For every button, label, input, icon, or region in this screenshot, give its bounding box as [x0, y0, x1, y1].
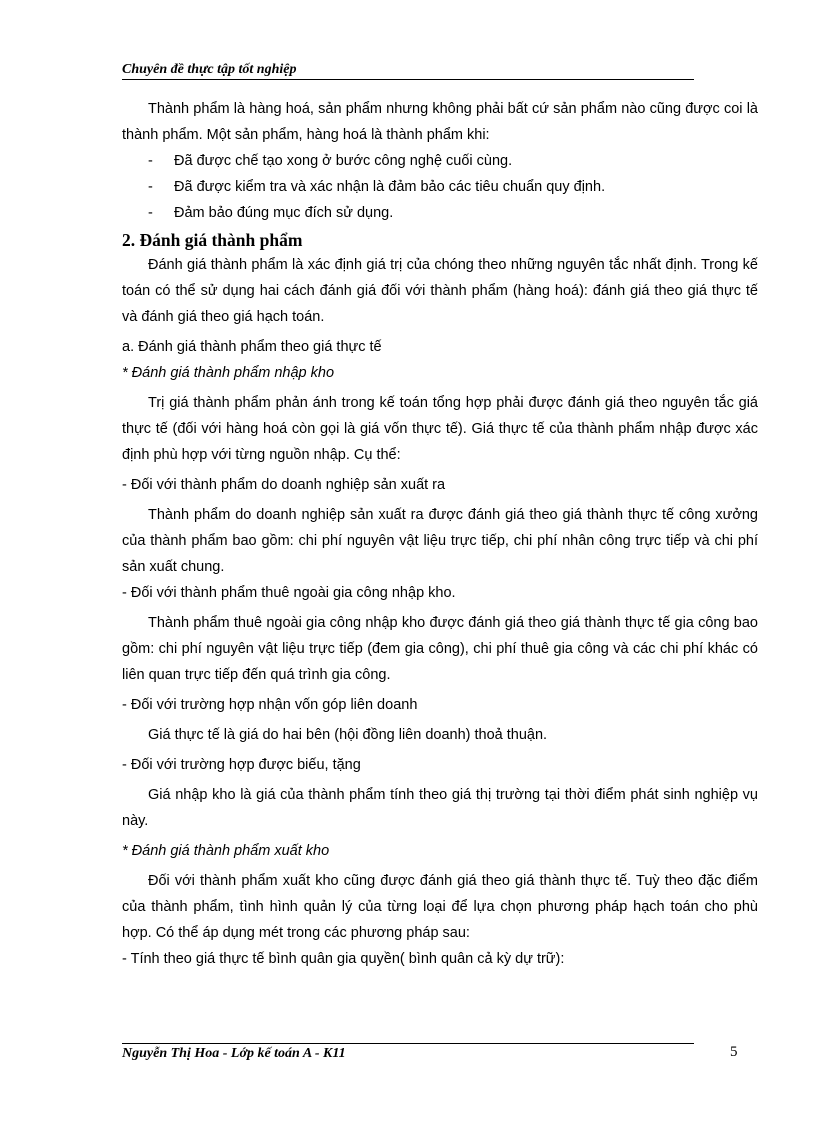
bullet-dash: - — [148, 205, 153, 221]
page-number: 5 — [730, 1044, 738, 1060]
list-item — [122, 174, 758, 200]
footer-divider — [122, 1043, 694, 1044]
bullet-dash: - — [148, 179, 153, 195]
subsection-a-title: a. Đánh giá thành phẩm theo giá thực tế — [122, 339, 382, 355]
header-divider — [122, 79, 694, 80]
case-4-paragraph: Giá nhập kho là giá của thành phẩm tính theo giá thị trường tại thời điểm phát sinh nghiệp vụ này. — [122, 787, 758, 829]
bullet-text: Đã được chế tạo xong ở bước công nghệ cuối cùng. — [174, 153, 513, 169]
intro-paragraph: Thành phẩm là hàng hoá, sản phẩm nhưng không phải bất cứ sản phẩm nào cũng được coi là thành phẩm. Một sản phẩm, hàng hoá là thành phẩm khi: — [122, 101, 758, 143]
case-2-paragraph: Thành phẩm thuê ngoài gia công nhập kho được đánh giá theo giá thành thực tế gia công bao gồm: chi phí nguyên vật liệu trực tiếp (đem gia công), chi phí thuê gia công và các chi phí khác có liên quan trực tiếp đến quá trình gia công. — [122, 615, 758, 683]
xuat-kho-title: * Đánh giá thành phẩm xuất kho — [122, 843, 330, 859]
case-1-title: - Đối với thành phẩm do doanh nghiệp sản xuất ra — [122, 477, 446, 493]
bullet-text: Đã được kiểm tra và xác nhận là đảm bảo các tiêu chuẩn quy định. — [174, 179, 606, 195]
bullet-dash: - — [148, 153, 153, 169]
section-intro-paragraph: Đánh giá thành phẩm là xác định giá trị của chóng theo những nguyên tắc nhất định. Trong kế toán có thể sử dụng hai cách đánh giá đối với thành phẩm (hàng hoá): đánh giá theo giá thực tế và đánh giá theo giá hạch toán. — [122, 257, 758, 325]
xuat-kho-paragraph: Đối với thành phẩm xuất kho cũng được đánh giá theo giá thành thực tế. Tuỳ theo đặc điểm của thành phẩm, tình hình quản lý của từng loại để lựa chọn phương pháp hạch toán cho phù hợp. Có thể áp dụng mét trong các phương pháp sau: — [122, 873, 758, 941]
case-1-paragraph: Thành phẩm do doanh nghiệp sản xuất ra được đánh giá theo giá thành thực tế công xưởng của thành phẩm bao gồm: chi phí nguyên vật liệu trực tiếp, chi phí nhân công trực tiếp và chi phí sản xuất chung. — [122, 507, 758, 575]
method-1-title: - Tính theo giá thực tế bình quân gia quyền( bình quân cả kỳ dự trữ): — [122, 951, 565, 967]
case-3-title: - Đối với trường hợp nhận vốn góp liên doanh — [122, 697, 418, 713]
case-3-paragraph: Giá thực tế là giá do hai bên (hội đồng liên doanh) thoả thuận. — [148, 727, 548, 743]
page-content — [122, 96, 758, 972]
bullet-text: Đảm bảo đúng mục đích sử dụng. — [174, 205, 394, 221]
section-heading: 2. Đánh giá thành phẩm — [122, 230, 303, 250]
nhap-kho-title: * Đánh giá thành phẩm nhập kho — [122, 365, 335, 381]
case-2-title: - Đối với thành phẩm thuê ngoài gia công nhập kho. — [122, 585, 456, 601]
case-4-title: - Đối với trường hợp được biếu, tặng — [122, 757, 361, 773]
footer-author: Nguyễn Thị Hoa - Lớp kế toán A - K11 — [122, 1046, 346, 1061]
nhap-kho-paragraph: Trị giá thành phẩm phản ánh trong kế toán tổng hợp phải được đánh giá theo nguyên tắc giá thực tế (đối với hàng hoá còn gọi là giá vốn thực tế). Giá thực tế của thành phẩm nhập được xác định phù hợp với từng nguồn nhập. Cụ thể: — [122, 395, 758, 463]
list-item — [122, 148, 758, 174]
page-header-title: Chuyên đề thực tập tốt nghiệp — [122, 62, 297, 77]
list-item — [122, 200, 758, 226]
